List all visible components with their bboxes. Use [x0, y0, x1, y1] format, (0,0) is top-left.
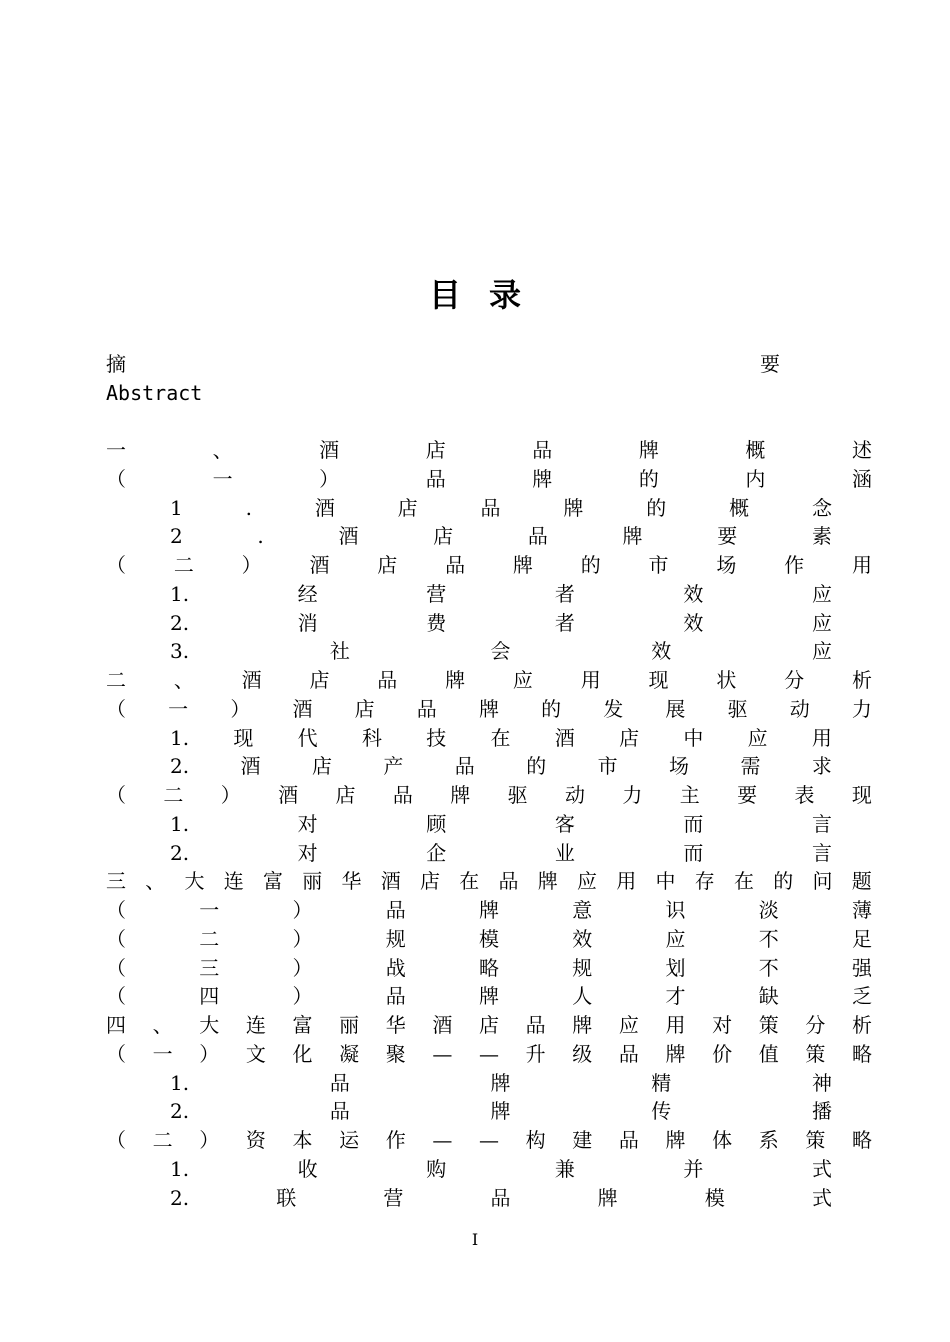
- toc-token: 足: [852, 926, 872, 951]
- toc-token: 淡: [758, 898, 779, 922]
- toc-token: 凝: [339, 1041, 360, 1066]
- toc-entry[interactable]: [170, 1184, 832, 1212]
- toc-token: 驱: [727, 696, 748, 721]
- toc-token: ）: [241, 553, 262, 577]
- toc-token: 二: [106, 668, 126, 692]
- toc-token: ）: [319, 466, 340, 491]
- toc-token: .: [257, 524, 264, 549]
- toc-token: 系: [758, 1128, 779, 1152]
- toc-token: 酒: [278, 783, 299, 807]
- toc-token: 华: [341, 869, 362, 894]
- toc-token: 涵: [851, 466, 872, 491]
- toc-token: 要: [717, 524, 738, 549]
- toc-entry[interactable]: [106, 954, 872, 982]
- toc-token: 牌: [622, 524, 643, 549]
- toc-token: 牌: [445, 668, 466, 692]
- toc-token: 状: [716, 668, 737, 692]
- toc-token: 乏: [852, 984, 872, 1009]
- toc-token: 营: [426, 581, 447, 606]
- toc-entry[interactable]: [170, 494, 832, 522]
- toc-token: 内: [745, 466, 766, 491]
- toc-token: 酒: [241, 668, 262, 692]
- toc-token: 1.: [170, 581, 190, 606]
- toc-token: 酒: [380, 869, 401, 894]
- toc-token: 店: [619, 725, 640, 750]
- toc-token: 播: [811, 1099, 832, 1124]
- toc-token: 而: [683, 811, 704, 836]
- toc-token: 概: [745, 438, 766, 462]
- toc-token: 品: [385, 898, 406, 922]
- toc-token: 市: [597, 754, 618, 779]
- toc-token: 摘: [106, 352, 126, 376]
- toc-entry[interactable]: [106, 867, 872, 895]
- toc-token: 用: [580, 668, 601, 692]
- toc-token: 强: [852, 955, 872, 980]
- toc-token: 企: [426, 840, 447, 865]
- toc-token: 会: [490, 639, 511, 664]
- toc-token: 酒: [240, 754, 261, 779]
- toc-token: 策: [758, 1013, 779, 1037]
- toc-token: 分: [784, 668, 805, 692]
- toc-token: 牌: [479, 984, 499, 1009]
- toc-token: 品: [527, 524, 548, 549]
- toc-token: 酒: [292, 696, 313, 721]
- toc-token: 要: [760, 352, 780, 376]
- toc-token: 效: [572, 926, 593, 951]
- toc-token: （: [106, 926, 126, 951]
- toc-token: 升: [525, 1041, 546, 1066]
- toc-token: 四: [199, 984, 220, 1009]
- toc-token: 薄: [852, 898, 872, 922]
- toc-token: 品: [454, 754, 475, 779]
- toc-token: 表: [794, 783, 815, 807]
- toc-token: 模: [479, 926, 499, 951]
- toc-token: 的: [773, 869, 794, 894]
- toc-token: 的: [580, 553, 601, 577]
- toc-token: 代: [297, 725, 318, 750]
- toc-token: 体: [712, 1128, 733, 1152]
- toc-token: 、: [212, 438, 233, 462]
- toc-token: 级: [572, 1041, 593, 1066]
- toc-entry[interactable]: [170, 839, 832, 867]
- toc-token: 并: [683, 1156, 704, 1181]
- toc-token: 求: [811, 754, 832, 779]
- toc-token: 、: [145, 869, 166, 894]
- toc-token: ）: [220, 783, 241, 807]
- toc-token: 对: [712, 1013, 733, 1037]
- toc-token: 中: [655, 869, 676, 894]
- toc-token: 资: [245, 1128, 266, 1152]
- toc-token: 市: [648, 553, 669, 577]
- toc-token: （: [106, 696, 126, 721]
- toc-token: 科: [361, 725, 382, 750]
- toc-token: 式: [811, 1156, 832, 1181]
- toc-token: 二: [152, 1128, 173, 1152]
- toc-token: 划: [665, 955, 686, 980]
- toc-token: 牌: [638, 438, 659, 462]
- page-number: I: [471, 1230, 479, 1249]
- toc-token: 1.: [170, 1156, 190, 1181]
- toc-token: 现: [233, 725, 254, 750]
- toc-token: 化: [292, 1041, 313, 1066]
- toc-token: 店: [309, 668, 330, 692]
- toc-token: 应: [811, 610, 832, 635]
- toc-entry[interactable]: [170, 1097, 832, 1125]
- toc-token: ）: [199, 1128, 220, 1152]
- toc-token: 存: [694, 869, 715, 894]
- toc-token: 意: [572, 898, 593, 922]
- toc-token: 联: [276, 1185, 297, 1210]
- toc-token: 对: [297, 811, 318, 836]
- toc-token: 式: [811, 1185, 832, 1210]
- toc-token: 策: [805, 1041, 826, 1066]
- toc-token: 应: [577, 869, 597, 894]
- toc-entry[interactable]: [106, 1126, 872, 1154]
- toc-token: 才: [665, 984, 686, 1009]
- toc-token: 展: [665, 696, 686, 721]
- toc-token: 略: [852, 1128, 872, 1152]
- toc-token: 策: [805, 1128, 826, 1152]
- toc-token: 酒: [338, 524, 359, 549]
- toc-token: 文: [245, 1041, 266, 1066]
- toc-token: 产: [383, 754, 404, 779]
- toc-token: 素: [811, 524, 832, 549]
- toc-token: 力: [622, 783, 643, 807]
- toc-token: 用: [665, 1013, 686, 1037]
- toc-token: 客: [554, 811, 575, 836]
- toc-token: 人: [572, 984, 593, 1009]
- toc-token: 念: [811, 495, 832, 520]
- toc-token: 者: [554, 581, 575, 606]
- toc-entry[interactable]: [170, 580, 832, 608]
- toc-token: ）: [292, 984, 313, 1009]
- toc-token: 二: [173, 553, 194, 577]
- toc-token: 牌: [450, 783, 471, 807]
- toc-token: （: [106, 984, 126, 1009]
- toc-entry[interactable]: [106, 1011, 872, 1039]
- toc-entry[interactable]: [106, 666, 872, 694]
- toc-token: 力: [851, 696, 872, 721]
- toc-token: 场: [669, 754, 690, 779]
- toc-token: 购: [426, 1156, 447, 1181]
- toc-token: （: [106, 898, 126, 922]
- toc-token: 建: [572, 1128, 593, 1152]
- toc-token: 品: [525, 1013, 546, 1037]
- toc-entry[interactable]: [106, 465, 872, 493]
- toc-token: 酒: [309, 553, 330, 577]
- toc-token: （: [106, 955, 126, 980]
- toc-token: 店: [420, 869, 440, 894]
- toc-token: 兼: [554, 1156, 575, 1181]
- toc-token: 值: [758, 1041, 779, 1066]
- toc-token: 效: [683, 610, 704, 635]
- toc-token: ）: [230, 696, 251, 721]
- toc-token: 1.: [170, 1070, 190, 1095]
- toc-token: 三: [106, 869, 126, 894]
- toc-token: 牌: [563, 495, 584, 520]
- toc-token: 大: [184, 869, 205, 894]
- toc-token: 神: [811, 1070, 832, 1095]
- toc-token: 品: [425, 466, 446, 491]
- toc-token: 要: [737, 783, 758, 807]
- toc-entry[interactable]: [106, 925, 872, 953]
- toc-token: 丽: [339, 1013, 360, 1037]
- toc-token: 品: [392, 783, 413, 807]
- toc-entry[interactable]: [106, 1040, 872, 1068]
- toc-token: 四: [106, 1013, 126, 1037]
- toc-token: 分: [805, 1013, 826, 1037]
- toc-token: 店: [425, 438, 446, 462]
- toc-entry[interactable]: [170, 637, 832, 665]
- toc-token: ）: [199, 1041, 220, 1066]
- toc-token: 牌: [537, 869, 558, 894]
- toc-token: 在: [459, 869, 480, 894]
- toc-token: 一: [212, 466, 233, 491]
- toc-token: 牌: [490, 1070, 511, 1095]
- toc-token: 品: [498, 869, 519, 894]
- toc-token: 技: [426, 725, 447, 750]
- toc-token: 本: [292, 1128, 313, 1152]
- toc-token: 、: [152, 1013, 173, 1037]
- toc-token: 析: [851, 668, 872, 692]
- toc-token: 发: [603, 696, 624, 721]
- toc-token: 效: [651, 639, 672, 664]
- toc-token: 而: [683, 840, 704, 865]
- toc-token: 不: [758, 926, 779, 951]
- toc-entry[interactable]: [170, 522, 832, 550]
- toc-token: 品: [377, 668, 398, 692]
- toc-token: .: [245, 495, 252, 520]
- toc-token: 规: [385, 926, 406, 951]
- toc-entry[interactable]: [106, 982, 872, 1010]
- toc-token: （: [106, 783, 126, 807]
- toc-token: 品: [416, 696, 437, 721]
- toc-token: 概: [729, 495, 750, 520]
- toc-token: 言: [811, 811, 832, 836]
- toc-token: 品: [480, 495, 501, 520]
- toc-token: 主: [679, 783, 700, 807]
- toc-token: （: [106, 1128, 126, 1152]
- toc-token: 收: [297, 1156, 318, 1181]
- toc-entry[interactable]: [170, 752, 832, 780]
- toc-token: 品: [618, 1128, 639, 1152]
- toc-token: 应: [618, 1013, 639, 1037]
- toc-token: 社: [329, 639, 350, 664]
- toc-token: 、: [173, 668, 194, 692]
- toc-entry[interactable]: [170, 1155, 832, 1183]
- toc-token: 的: [526, 754, 547, 779]
- toc-token: 驱: [507, 783, 528, 807]
- toc-entry-abstract-en[interactable]: Abstract: [106, 381, 203, 405]
- toc-token: 酒: [554, 725, 575, 750]
- toc-token: 店: [479, 1013, 499, 1037]
- toc-token: 品: [329, 1099, 350, 1124]
- toc-token: 2.: [170, 840, 190, 865]
- toc-token: 应: [811, 639, 832, 664]
- toc-token: 略: [479, 955, 499, 980]
- toc-token: 1.: [170, 811, 190, 836]
- toc-token: 模: [704, 1185, 725, 1210]
- toc-token: 品: [532, 438, 553, 462]
- toc-token: 者: [554, 610, 575, 635]
- toc-token: 用: [851, 553, 872, 577]
- toc-token: 牌: [572, 1013, 593, 1037]
- toc-token: 应: [811, 581, 832, 606]
- toc-token: 牌: [665, 1128, 686, 1152]
- toc-token: 述: [851, 438, 872, 462]
- toc-token: 场: [716, 553, 737, 577]
- toc-token: 富: [292, 1013, 313, 1037]
- toc-token: 构: [525, 1128, 546, 1152]
- toc-token: 二: [163, 783, 184, 807]
- toc-token: 作: [385, 1128, 406, 1152]
- toc-token: 店: [311, 754, 332, 779]
- toc-token: —: [479, 1128, 499, 1152]
- toc-token: （: [106, 1041, 126, 1066]
- toc-token: 在: [490, 725, 511, 750]
- toc-token: 酒: [432, 1013, 453, 1037]
- toc-token: 的: [541, 696, 562, 721]
- toc-token: 费: [426, 610, 447, 635]
- toc-entry[interactable]: [170, 609, 832, 637]
- toc-token: 略: [852, 1041, 872, 1066]
- toc-token: 店: [433, 524, 454, 549]
- toc-token: 运: [339, 1128, 360, 1152]
- toc-token: 酒: [314, 495, 335, 520]
- toc-token: 一: [199, 898, 220, 922]
- toc-entry[interactable]: [106, 781, 872, 809]
- toc-token: 顾: [426, 811, 447, 836]
- toc-token: 一: [168, 696, 189, 721]
- toc-token: 富: [263, 869, 283, 894]
- toc-entry[interactable]: [106, 436, 872, 464]
- toc-token: 的: [638, 466, 659, 491]
- toc-token: 动: [789, 696, 810, 721]
- toc-token: 战: [385, 955, 406, 980]
- toc-entry[interactable]: [170, 1069, 832, 1097]
- toc-token: 1.: [170, 725, 190, 750]
- toc-token: 识: [665, 898, 686, 922]
- toc-token: 在: [734, 869, 754, 894]
- toc-token: 2.: [170, 1185, 190, 1210]
- toc-token: ）: [292, 898, 313, 922]
- toc-token: 问: [812, 869, 833, 894]
- toc-token: 品: [445, 553, 466, 577]
- toc-token: 牌: [478, 696, 499, 721]
- toc-token: 价: [712, 1041, 733, 1066]
- toc-token: 用: [811, 725, 832, 750]
- toc-token: 聚: [385, 1041, 406, 1066]
- toc-token: 牌: [597, 1185, 618, 1210]
- toc-token: 店: [377, 553, 398, 577]
- toc-token: 2: [170, 524, 183, 549]
- toc-entry[interactable]: [106, 896, 872, 924]
- toc-token: 牌: [479, 898, 499, 922]
- toc-token: 2.: [170, 754, 190, 779]
- toc-token: 店: [354, 696, 375, 721]
- toc-token: 规: [572, 955, 593, 980]
- toc-token: 丽: [302, 869, 323, 894]
- toc-token: 中: [683, 725, 704, 750]
- toc-token: 言: [811, 840, 832, 865]
- toc-token: 析: [852, 1013, 872, 1037]
- toc-token: 2.: [170, 610, 190, 635]
- toc-token: （: [106, 466, 126, 491]
- toc-token: 品: [385, 984, 406, 1009]
- toc-token: 经: [297, 581, 318, 606]
- toc-token: 题: [851, 869, 872, 894]
- toc-entry[interactable]: [170, 724, 832, 752]
- toc-token: 大: [199, 1013, 220, 1037]
- toc-token: —: [432, 1041, 453, 1066]
- toc-token: 品: [329, 1070, 350, 1095]
- toc-token: 店: [397, 495, 418, 520]
- toc-token: 现: [648, 668, 669, 692]
- toc-token: 品: [490, 1185, 511, 1210]
- toc-token: 牌: [665, 1041, 686, 1066]
- toc-token: 动: [565, 783, 585, 807]
- toc-token: 的: [646, 495, 667, 520]
- toc-token: 二: [199, 926, 220, 951]
- toc-token: 连: [223, 869, 244, 894]
- toc-token: 对: [297, 840, 318, 865]
- toc-token: 缺: [758, 984, 779, 1009]
- toc-entry-abstract-cn[interactable]: [106, 350, 872, 378]
- toc-token: —: [479, 1041, 499, 1066]
- toc-token: 用: [616, 869, 637, 894]
- toc-token: ）: [292, 955, 313, 980]
- toc-token: 一: [106, 438, 126, 462]
- toc-token: （: [106, 553, 126, 577]
- toc-token: 效: [683, 581, 704, 606]
- toc-token: 现: [851, 783, 872, 807]
- toc-token: 连: [245, 1013, 266, 1037]
- page-title: 目录: [428, 276, 549, 314]
- toc-entry[interactable]: [106, 551, 872, 579]
- toc-token: 精: [651, 1070, 672, 1095]
- toc-entry[interactable]: [106, 695, 872, 723]
- toc-token: 业: [554, 840, 575, 865]
- toc-token: 应: [512, 668, 533, 692]
- toc-token: 传: [651, 1099, 672, 1124]
- toc-token: 营: [383, 1185, 404, 1210]
- toc-token: 作: [784, 553, 805, 577]
- toc-token: 1: [170, 495, 183, 520]
- toc-token: 需: [740, 754, 761, 779]
- toc-token: 消: [297, 610, 318, 635]
- toc-token: 3.: [170, 639, 190, 664]
- toc-token: 不: [758, 955, 779, 980]
- toc-token: 牌: [512, 553, 533, 577]
- toc-token: 2.: [170, 1099, 190, 1124]
- toc-token: 酒: [319, 438, 340, 462]
- toc-token: 三: [199, 955, 220, 980]
- toc-token: ）: [292, 926, 313, 951]
- toc-token: 华: [385, 1013, 406, 1037]
- toc-entry[interactable]: [170, 810, 832, 838]
- toc-token: 牌: [532, 466, 553, 491]
- toc-token: 店: [335, 783, 356, 807]
- toc-token: 应: [665, 926, 686, 951]
- toc-token: 一: [152, 1041, 173, 1066]
- toc-token: —: [432, 1128, 453, 1152]
- toc-token: 牌: [490, 1099, 511, 1124]
- toc-token: 品: [618, 1041, 639, 1066]
- toc-token: 应: [747, 725, 768, 750]
